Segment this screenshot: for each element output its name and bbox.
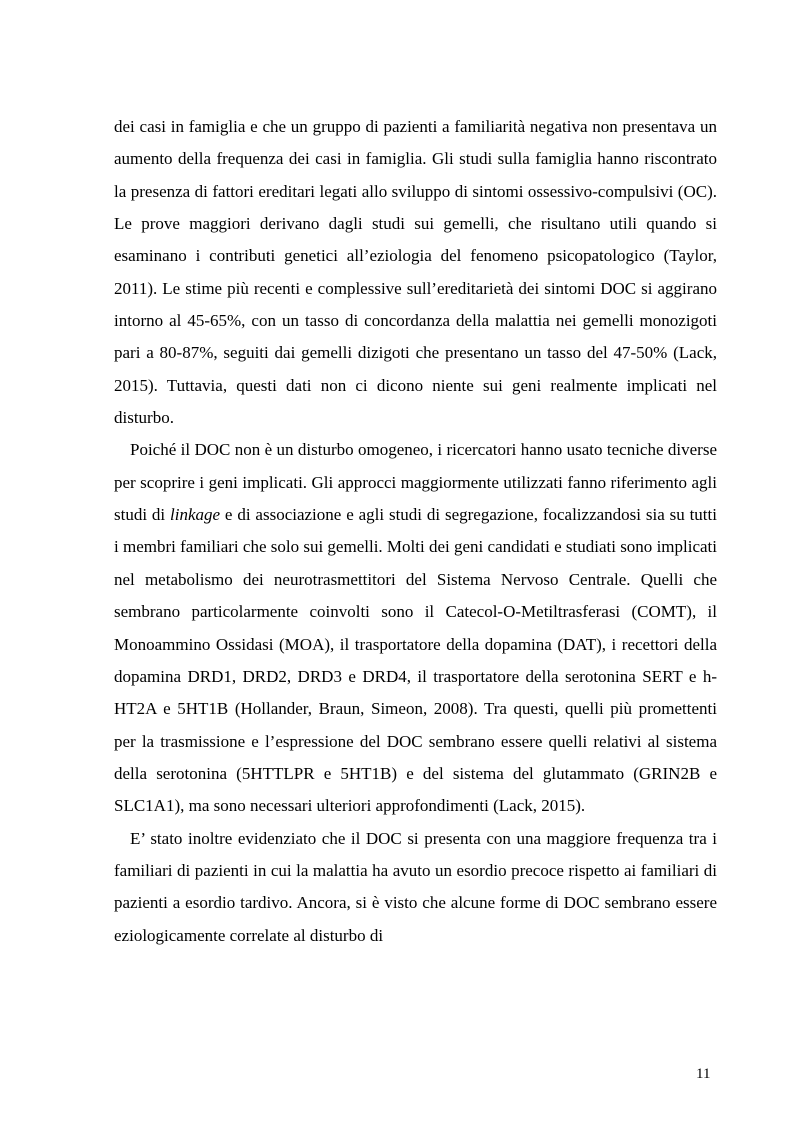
paragraph-3: E’ stato inoltre evidenziato che il DOC si presenta con una maggiore frequenza tra i familiari di pazienti in cui la malattia ha avuto un esordio precoce rispetto ai familiari di pazienti a esordio tardivo. Ancora, si è visto che alcune forme di DOC sembrano essere eziologicamente correlate al disturbo di xyxy=(114,828,717,945)
paragraph-1: dei casi in famiglia e che un gruppo di pazienti a familiarità negativa non presentava un aumento della frequenza dei casi in famiglia. Gli studi sulla famiglia hanno riscontrato la presenza di fattori ereditari legati allo sviluppo di sintomi ossessivo-compulsivi (OC). Le prove maggiori derivano dagli studi sui gemelli, che risultano utili quando si esaminano i contributi genetici all’eziologia del fenomeno psicopatologico (Taylor, 2011). Le stime più recenti e complessive sull’ereditarietà dei sintomi DOC si aggirano intorno al 45-65%, con un tasso di concordanza della malattia nei gemelli monozigoti pari a 80-87%, seguiti dai gemelli dizigoti che presentano un tasso del 47-50% (Lack, 2015). Tuttavia, questi dati non ci dicono niente sui geni realmente implicati nel disturbo. xyxy=(114,117,717,428)
paragraph-2-text-start: Poiché il DOC non è un disturbo omogeneo, i ricercatori hanno usato tecniche diverse per scoprire i geni implicati. Gli approcci maggiormente utilizzati fanno riferimento agli studi di xyxy=(114,440,717,525)
paragraph-2 xyxy=(114,434,717,822)
paragraph-2-text-end: e di associazione e agli studi di segregazione, focalizzandosi sia su tutti i membri familiari che solo sui gemelli. Molti dei geni candidati e studiati sono implicati nel metabolismo dei neurotrasmettitori del Sistema Nervoso Centrale. Quelli che sembrano particolarmente coinvolti sono il Catecol-O-Metiltrasferasi (COMT), il Monoammino Ossidasi (MOA), il trasportatore della dopamina (DAT), i recettori della dopamina DRD1, DRD2, DRD3 e DRD4, il trasportatore della serotonina SERT e h-HT2A e 5HT1B (Hollander, Braun, Simeon, 2008). Tra questi, quelli più promettenti per la trasmissione e l’espressione del DOC sembrano essere quelli relativi al sistema della serotonina (5HTTLPR e 5HT1B) e del sistema del glutammato (GRIN2B e SLC1A1), ma sono necessari ulteriori approfondimenti (Lack, 2015). xyxy=(114,505,717,816)
italic-term-linkage: linkage xyxy=(170,505,221,525)
body-text xyxy=(114,111,717,952)
page-number: 11 xyxy=(696,1066,711,1082)
